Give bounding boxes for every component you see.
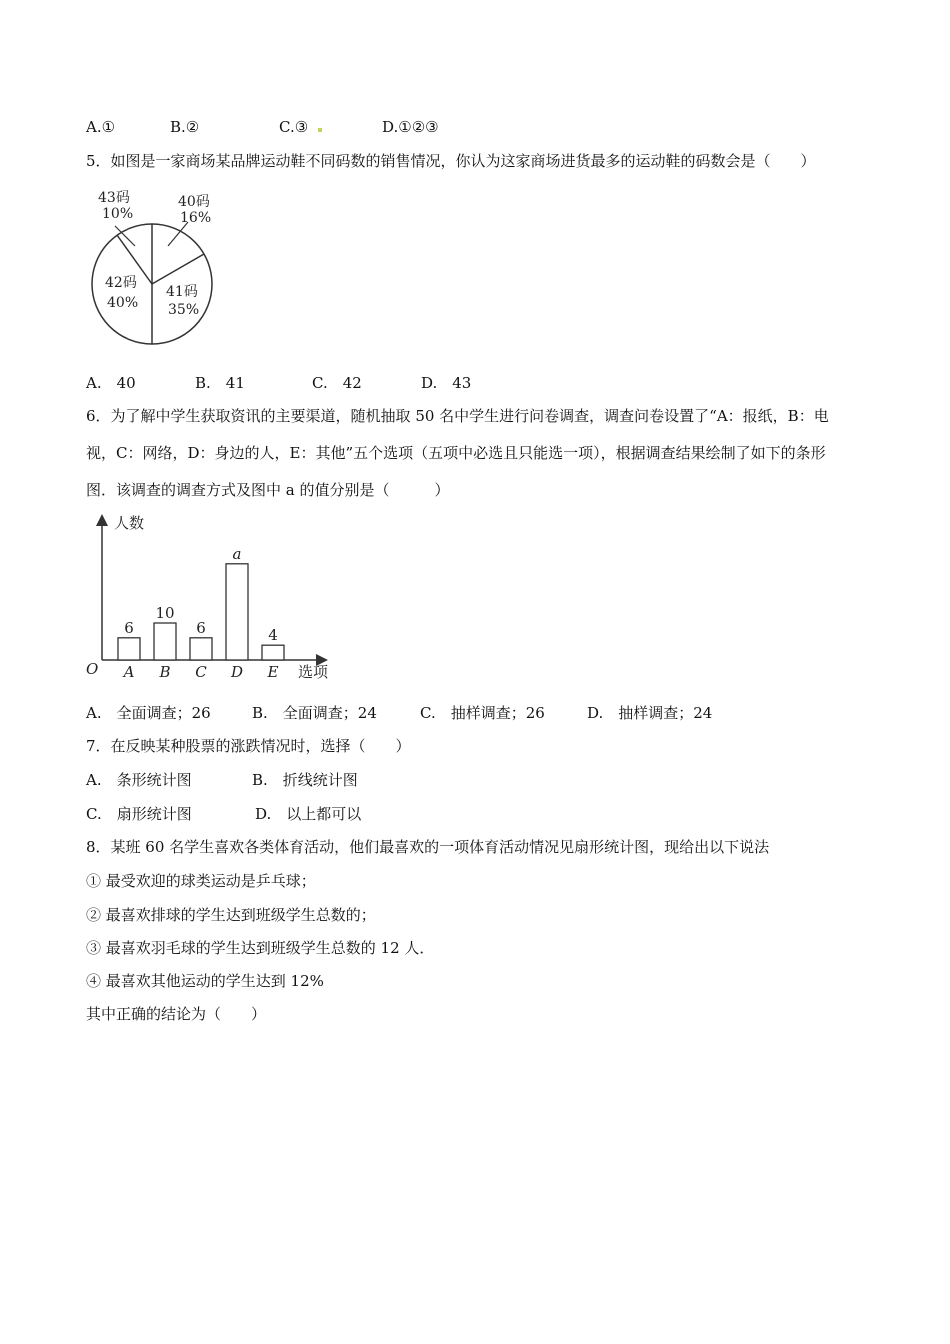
q8-stem: 8．某班 60 名学生喜欢各类体育活动，他们最喜欢的一项体育活动情况见扇形统计图，现给出以下说法	[86, 838, 770, 856]
pie-label-42-pct: 40%	[107, 295, 139, 311]
q8-statement-2: ② 最喜欢排球的学生达到班级学生总数的；	[86, 906, 376, 924]
bar-value-label-E: 4	[268, 626, 278, 645]
bar-D	[226, 564, 248, 660]
x-tick-label-A: A	[123, 663, 135, 681]
q4-option-d: D.①②③	[382, 118, 439, 136]
y-axis-label: 人数	[114, 514, 145, 532]
q4-option-b: B.②	[170, 118, 200, 136]
x-axis-label: 选项	[298, 663, 329, 681]
bar-B	[154, 623, 176, 660]
pie-label-43-size: 43码	[98, 190, 130, 206]
q6-stem-line3: 图．该调查的调查方式及图中 a 的值分别是（ ）	[86, 481, 450, 499]
q7-option-a: A. 条形统计图	[86, 771, 192, 789]
q5-option-d: D. 43	[421, 374, 472, 392]
q7-option-c: C. 扇形统计图	[86, 805, 192, 823]
q6-option-b: B. 全面调查；24	[252, 704, 377, 722]
x-tick-label-D: D	[230, 663, 244, 681]
pie-label-42-size: 42码	[105, 275, 137, 291]
q5-option-a: A. 40	[86, 374, 136, 392]
q6-option-c: C. 抽样调查；26	[420, 704, 545, 722]
x-tick-label-E: E	[267, 663, 279, 681]
q5-stem: 5．如图是一家商场某品牌运动鞋不同码数的销售情况，你认为这家商场进货最多的运动鞋的码数会是（ ）	[86, 152, 816, 170]
bar-value-label-C: 6	[196, 618, 206, 637]
q8-statement-4: ④ 最喜欢其他运动的学生达到 12%	[86, 972, 324, 990]
q5-option-b: B. 41	[195, 374, 245, 392]
q8-conclusion: 其中正确的结论为（ ）	[86, 1005, 267, 1023]
pie-label-41-size: 41码	[166, 284, 198, 300]
stray-dot	[318, 128, 322, 132]
x-tick-label-C: C	[195, 663, 207, 681]
q7-option-b: B. 折线统计图	[252, 771, 358, 789]
bar-value-label-B: 10	[155, 604, 175, 622]
pie-label-43-pct: 10%	[102, 206, 134, 222]
bar-A	[118, 638, 140, 660]
q4-option-a: A.①	[86, 118, 116, 136]
bar-value-label-D: a	[232, 544, 242, 563]
pie-label-41-pct: 35%	[168, 302, 200, 318]
x-tick-label-B: B	[159, 663, 171, 681]
origin-label: O	[86, 660, 99, 678]
q8-statement-1: ① 最受欢迎的球类运动是乒乓球；	[86, 872, 316, 890]
q6-stem-line2: 视，C：网络，D：身边的人，E：其他”五个选项（五项中必选且只能选一项），根据调查结果绘制了如下的条形	[86, 444, 826, 462]
pie-slice-boundary	[152, 254, 204, 284]
bar-C	[190, 638, 212, 660]
q8-statement-3: ③ 最喜欢羽毛球的学生达到班级学生总数的 12 人．	[86, 939, 435, 957]
q5-pie-chart	[88, 184, 228, 356]
q6-bar-chart	[84, 510, 344, 685]
q4-option-c: C.③	[279, 118, 309, 136]
q5-option-c: C. 42	[312, 374, 362, 392]
q7-stem: 7．在反映某种股票的涨跌情况时，选择（ ）	[86, 737, 411, 755]
q6-option-d: D. 抽样调查；24	[587, 704, 713, 722]
bar-E	[262, 645, 284, 660]
pie-label-40-pct: 16%	[180, 210, 212, 226]
bar-value-label-A: 6	[124, 618, 134, 637]
q7-option-d: D. 以上都可以	[255, 805, 362, 823]
q6-stem-line1: 6．为了解中学生获取资讯的主要渠道，随机抽取 50 名中学生进行问卷调查，调查问卷设置了“A：报纸，B：电	[86, 407, 829, 425]
q6-option-a: A. 全面调查；26	[86, 704, 211, 722]
pie-label-40-size: 40码	[178, 194, 210, 210]
